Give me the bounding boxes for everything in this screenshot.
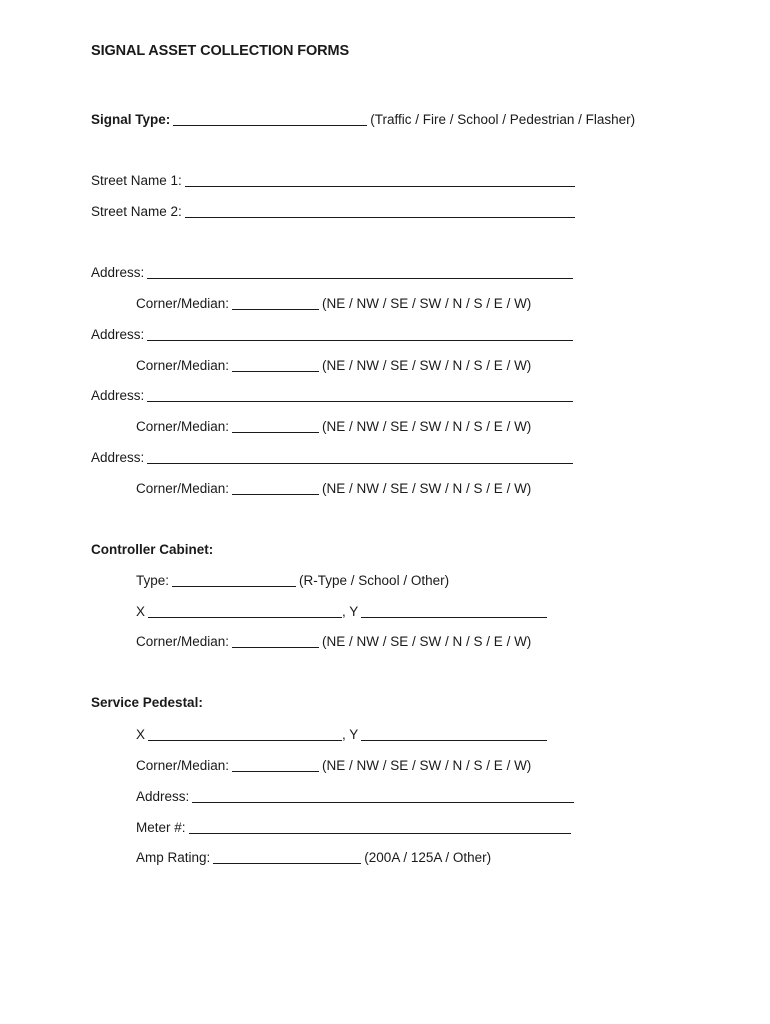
- pedestal-address-field[interactable]: [192, 789, 574, 803]
- address-2-field[interactable]: [147, 327, 573, 341]
- pedestal-corner-median-row: [136, 756, 531, 775]
- cabinet-y-label: , Y: [342, 604, 359, 619]
- address-4-row: [91, 448, 576, 467]
- pedestal-address-row: [136, 787, 577, 806]
- corner-median-4-row: [136, 479, 531, 498]
- amp-rating-field[interactable]: [213, 850, 361, 864]
- signal-type-options: (Traffic / Fire / School / Pedestrian / Flasher): [370, 112, 636, 127]
- pedestal-x-label: X: [136, 727, 146, 742]
- corner-median-1-row: [136, 294, 531, 313]
- corner-median-3-row: [136, 417, 531, 436]
- cabinet-corner-median-options: (NE / NW / SE / SW / N / S / E / W): [322, 634, 532, 649]
- meter-row: [136, 818, 574, 837]
- pedestal-corner-median-field[interactable]: [232, 758, 319, 772]
- pedestal-y-field[interactable]: [361, 727, 547, 741]
- pedestal-corner-median-label: Corner/Median:: [136, 758, 230, 773]
- cabinet-corner-median-row: [136, 632, 531, 651]
- amp-rating-label: Amp Rating:: [136, 850, 211, 865]
- controller-cabinet-heading-row: [91, 541, 213, 559]
- signal-type-row: [91, 110, 635, 129]
- address-1-field[interactable]: [147, 265, 573, 279]
- street-name-1-row: [91, 171, 578, 190]
- cabinet-x-label: X: [136, 604, 146, 619]
- cabinet-corner-median-label: Corner/Median:: [136, 634, 230, 649]
- corner-median-1-options: (NE / NW / SE / SW / N / S / E / W): [322, 296, 532, 311]
- address-4-label: Address:: [91, 450, 145, 465]
- corner-median-4-label: Corner/Median:: [136, 481, 230, 496]
- address-1-row: [91, 263, 576, 282]
- corner-median-3-field[interactable]: [232, 419, 319, 433]
- corner-median-2-row: [136, 356, 531, 375]
- amp-rating-row: [136, 848, 491, 867]
- service-pedestal-heading-row: [91, 694, 203, 712]
- corner-median-1-label: Corner/Median:: [136, 296, 230, 311]
- address-1-label: Address:: [91, 265, 145, 280]
- signal-type-field[interactable]: [173, 112, 367, 126]
- street-name-2-field[interactable]: [185, 204, 575, 218]
- street-name-2-row: [91, 202, 578, 221]
- address-2-label: Address:: [91, 327, 145, 342]
- corner-median-4-options: (NE / NW / SE / SW / N / S / E / W): [322, 481, 532, 496]
- corner-median-2-label: Corner/Median:: [136, 358, 230, 373]
- cabinet-type-options: (R-Type / School / Other): [299, 573, 450, 588]
- address-3-row: [91, 386, 576, 405]
- street-name-1-label: Street Name 1:: [91, 173, 182, 188]
- corner-median-4-field[interactable]: [232, 481, 319, 495]
- meter-field[interactable]: [189, 820, 571, 834]
- cabinet-type-row: [136, 571, 449, 590]
- amp-rating-options: (200A / 125A / Other): [364, 850, 492, 865]
- address-4-field[interactable]: [147, 450, 573, 464]
- cabinet-type-label: Type:: [136, 573, 170, 588]
- pedestal-x-field[interactable]: [148, 727, 342, 741]
- street-name-2-label: Street Name 2:: [91, 204, 182, 219]
- pedestal-corner-median-options: (NE / NW / SE / SW / N / S / E / W): [322, 758, 532, 773]
- page-title: SIGNAL ASSET COLLECTION FORMS: [91, 43, 350, 59]
- corner-median-2-field[interactable]: [232, 358, 319, 372]
- signal-type-label: Signal Type:: [91, 112, 171, 127]
- controller-cabinet-heading: Controller Cabinet:: [91, 542, 214, 557]
- cabinet-y-field[interactable]: [361, 604, 547, 618]
- corner-median-1-field[interactable]: [232, 296, 319, 310]
- pedestal-y-label: , Y: [342, 727, 359, 742]
- cabinet-type-field[interactable]: [172, 573, 296, 587]
- meter-label: Meter #:: [136, 820, 186, 835]
- cabinet-xy-row: [136, 602, 550, 621]
- street-name-1-field[interactable]: [185, 173, 575, 187]
- address-2-row: [91, 325, 576, 344]
- address-3-field[interactable]: [147, 388, 573, 402]
- corner-median-3-label: Corner/Median:: [136, 419, 230, 434]
- pedestal-xy-row: [136, 725, 550, 744]
- cabinet-x-field[interactable]: [148, 604, 342, 618]
- corner-median-2-options: (NE / NW / SE / SW / N / S / E / W): [322, 358, 532, 373]
- pedestal-address-label: Address:: [136, 789, 190, 804]
- address-3-label: Address:: [91, 388, 145, 403]
- service-pedestal-heading: Service Pedestal:: [91, 695, 203, 710]
- cabinet-corner-median-field[interactable]: [232, 634, 319, 648]
- corner-median-3-options: (NE / NW / SE / SW / N / S / E / W): [322, 419, 532, 434]
